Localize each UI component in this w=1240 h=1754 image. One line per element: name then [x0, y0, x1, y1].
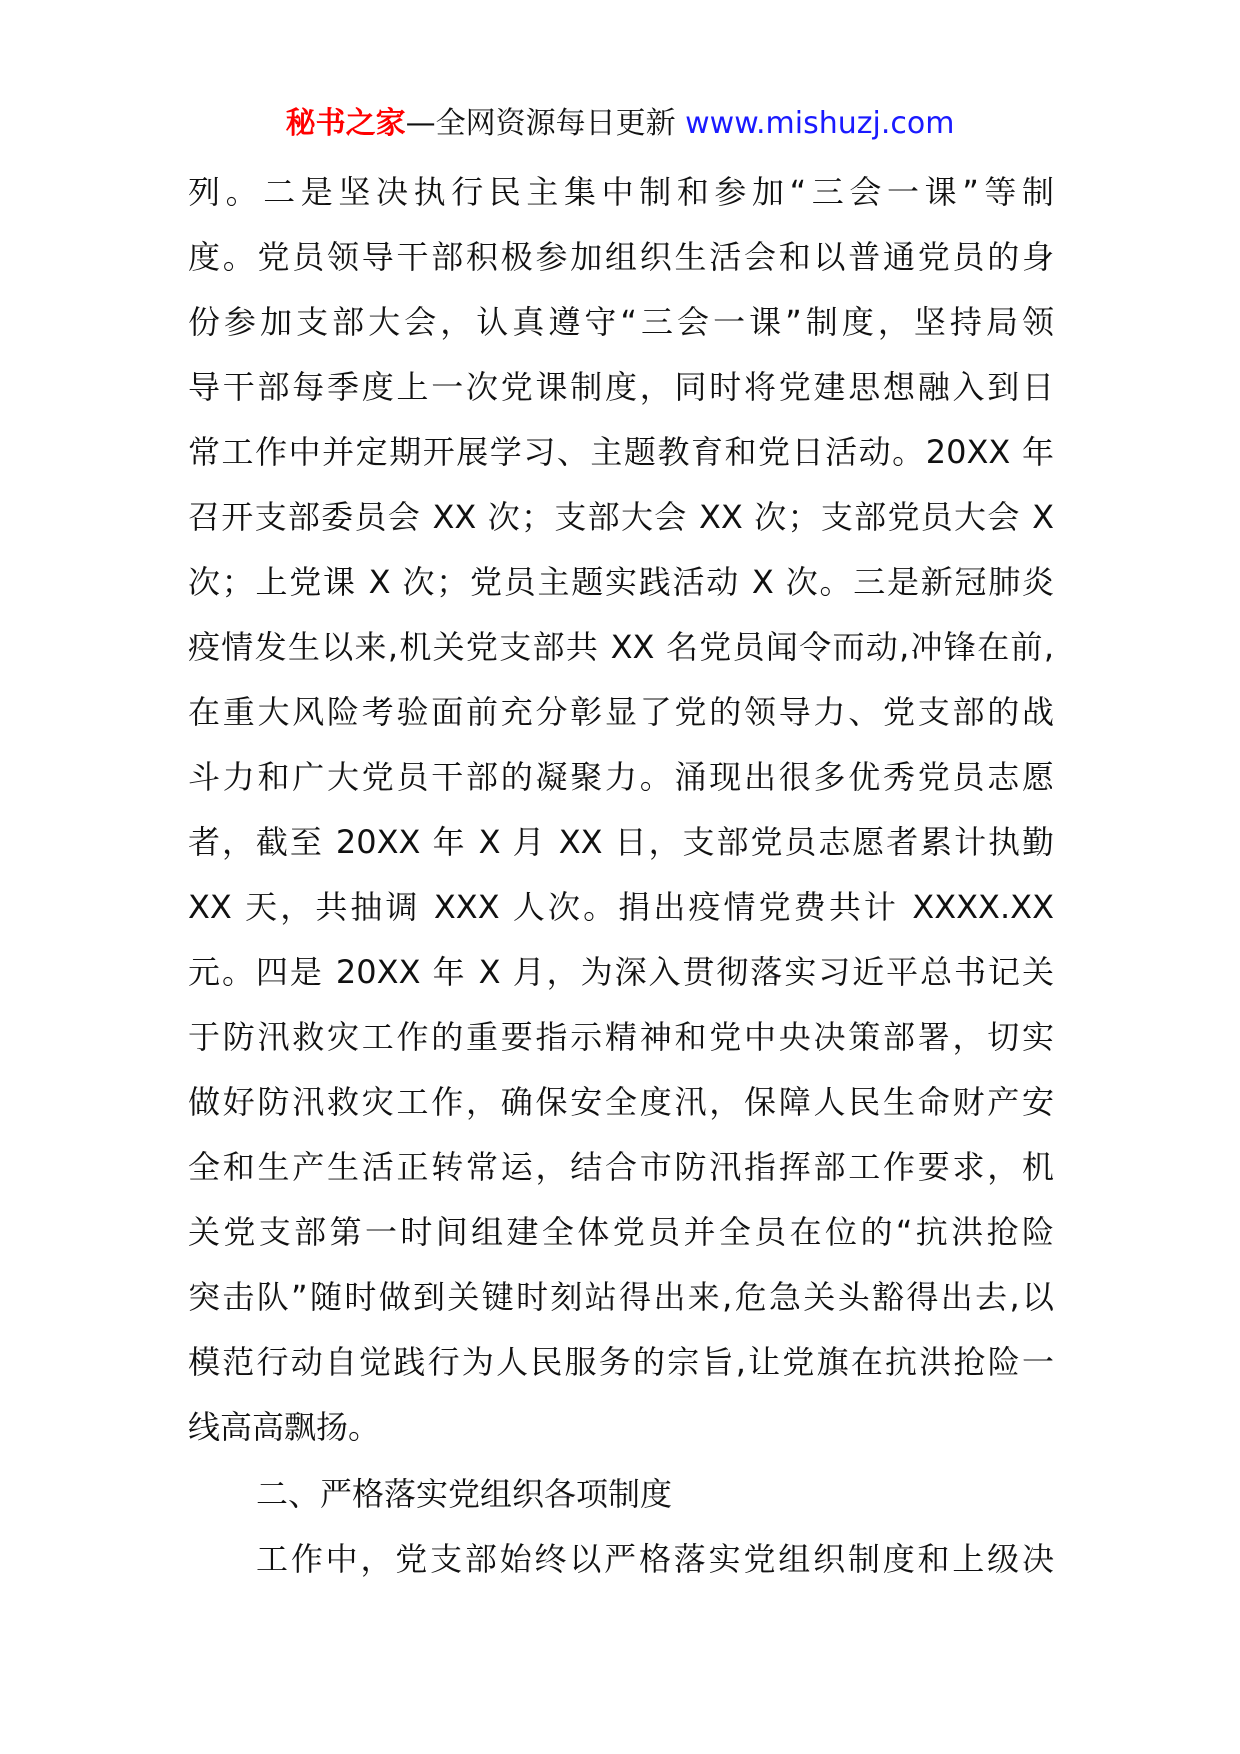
site-tagline: —全网资源每日更新 — [405, 106, 686, 141]
body-text-line: 关党支部第一时间组建全体党员并全员在位的“抗洪抢险 — [188, 1213, 1054, 1251]
body-text-line: 在重大风险考验面前充分彰显了党的领导力、党支部的战 — [188, 693, 1054, 731]
body-text-line: 常工作中并定期开展学习、主题教育和党日活动。20XX 年 — [188, 433, 1054, 471]
body-text-line: 全和生产生活正转常运，结合市防汛指挥部工作要求，机 — [188, 1148, 1054, 1186]
paragraph-first-line: 工作中，党支部始终以严格落实党组织制度和上级决 — [256, 1540, 1054, 1578]
site-brand-name: 秘书之家 — [285, 106, 406, 141]
body-text-line: 次；上党课 X 次；党员主题实践活动 X 次。三是新冠肺炎 — [188, 563, 1054, 601]
body-text-line: 度。党员领导干部积极参加组织生活会和以普通党员的身 — [188, 238, 1054, 276]
body-text-line: 突击队”随时做到关键时刻站得出来,危急关头豁得出去,以 — [188, 1278, 1054, 1316]
body-text-line: 召开支部委员会 XX 次；支部大会 XX 次；支部党员大会 X — [188, 498, 1054, 536]
body-text-line: 者，截至 20XX 年 X 月 XX 日，支部党员志愿者累计执勤 — [188, 823, 1054, 861]
site-url-link[interactable]: www.mishuzj.com — [685, 106, 955, 141]
section-heading: 二、严格落实党组织各项制度 — [256, 1475, 673, 1513]
document-body — [188, 160, 1054, 1592]
body-text-line: 疫情发生以来,机关党支部共 XX 名党员闻令而动,冲锋在前, — [188, 628, 1054, 666]
body-text-line: XX 天，共抽调 XXX 人次。捐出疫情党费共计 XXXX.XX — [188, 888, 1054, 926]
body-text-line: 份参加支部大会，认真遵守“三会一课”制度，坚持局领 — [188, 303, 1054, 341]
body-text-line: 元。四是 20XX 年 X 月，为深入贯彻落实习近平总书记关 — [188, 953, 1054, 991]
body-text-line: 于防汛救灾工作的重要指示精神和党中央决策部署，切实 — [188, 1018, 1054, 1056]
body-text-line: 做好防汛救灾工作，确保安全度汛，保障人民生命财产安 — [188, 1083, 1054, 1121]
body-text-line: 斗力和广大党员干部的凝聚力。涌现出很多优秀党员志愿 — [188, 758, 1054, 796]
body-text-line: 模范行动自觉践行为人民服务的宗旨,让党旗在抗洪抢险一 — [188, 1343, 1054, 1381]
body-text-line: 导干部每季度上一次党课制度，同时将党建思想融入到日 — [188, 368, 1054, 406]
body-text-line: 线高高飘扬。 — [188, 1408, 381, 1446]
body-text-line: 列。二是坚决执行民主集中制和参加“三会一课”等制 — [188, 173, 1054, 211]
site-banner — [0, 104, 1240, 144]
